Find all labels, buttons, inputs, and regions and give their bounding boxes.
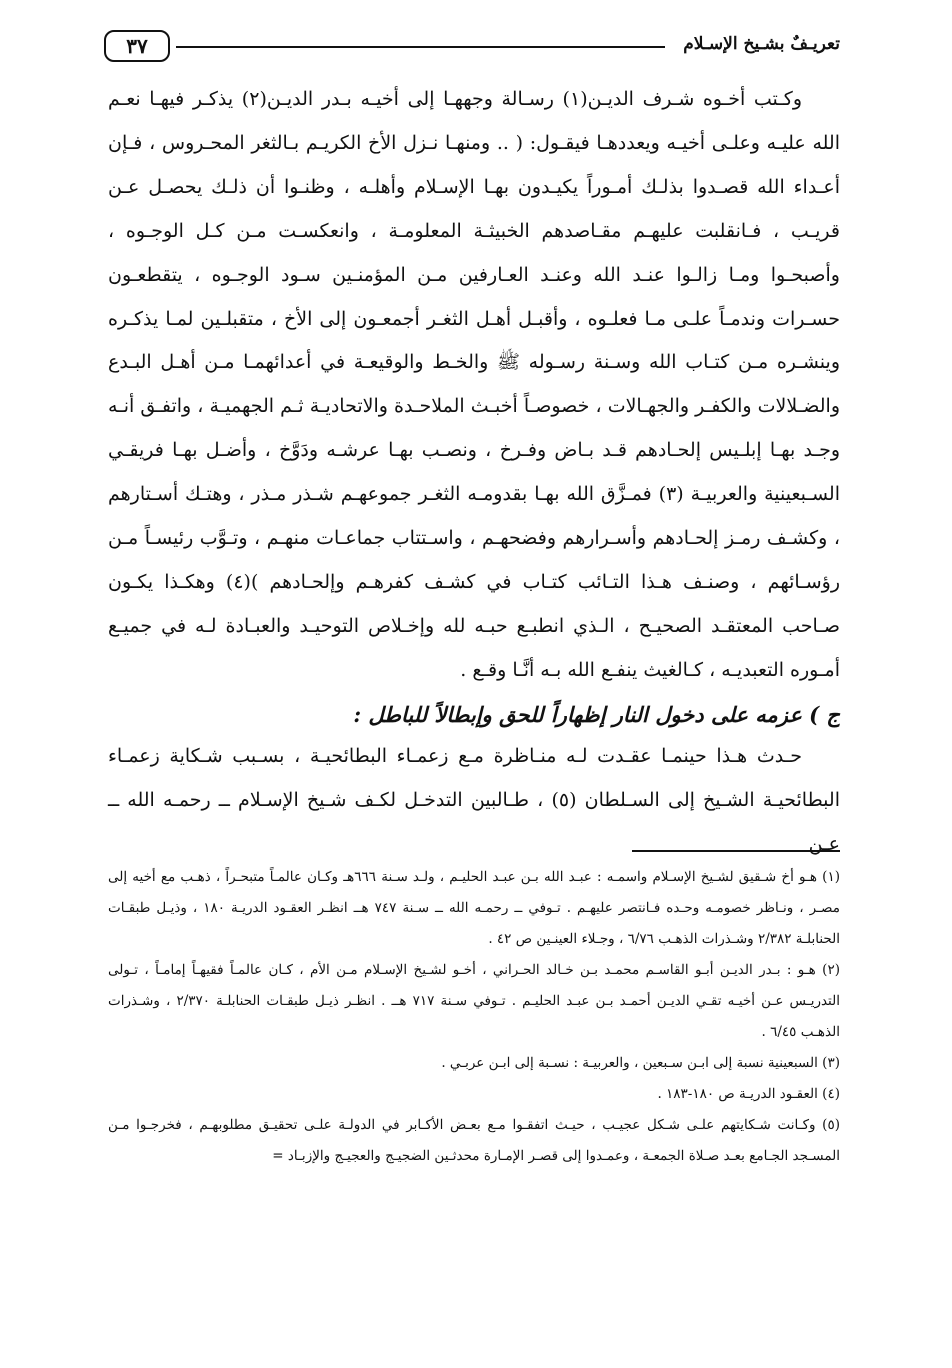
running-title: تعريـفٌ بشـيخ الإسـلام: [683, 34, 840, 54]
running-header: [104, 30, 840, 70]
section-heading: ج ) عزمه على دخول النار إظهاراً للحق وإبطالاً للباطل :: [353, 701, 840, 727]
footnote-5: (٥) وكـانت شـكايتهم علـى شـكل عجيـب ، حيـث اتفقـوا مـع بعـض الأكـابر في الدولـة علـى تحقيـق مطلوبهـم ، فخرجـوا مـن المسـجد الجـامع بعـد صـلاة الجمعـة ، وعمـدوا إلى قصـر الإمـارة محدثـين الضجيـج والعجيـج والإزبـاد =: [108, 1117, 840, 1164]
footnote-separator: [632, 850, 840, 852]
main-text: [108, 78, 840, 866]
footnote-3: (٣) السبعينية نسبة إلى ابـن سـبعين ، والعربيـة : نسـبة إلى ابـن عربـي .: [441, 1055, 840, 1071]
paragraph-1: وكـتب أخـوه شـرف الديـن(١) رسـالة وجههـا إلى أخيـه بـدر الديـن(٢) يذكـر فيهـا نعـم الله عليـه وعلـى أخيـه ويعددهـا فيقـول: ( .. ومنهـا نـزل الأخ الكريـم بـالثغر المحـروس ، فـإن أعـداء الله قصـدوا بذلـك أمـوراً يكيـدون بهـا الإسـلام وأهلـه ، وظنـوا أن ذلـك يحصـل عـن قريـب ، فـانقلبت عليهـم مقـاصدهم الخبيثـة المعلومـة ، وانعكسـت مـن كـل الوجـوه ، وأصبحـوا ومـا زالـوا عنـد الله وعنـد العـارفين مـن المؤمنـين سـود الوجـوه ، يتقطعـون حسـرات وندمـاً علـى مـا فعلـوه ، وأقبـل أهـل الثغـر أجمعـون إلى الأخ ، متقبلـين لمـا يذكـره وينشـره مـن كتـاب الله وسـنة رسـوله ﷺ والخـط والوقيعـة في أعدائهمـا مـن أهـل البـدع والضـلالات والكفـر والجهـالات ، خصوصـاً أخبـث الملاحـدة والاتحاديـة ثـم الجهميـة ، واتفـق أنـه وجـد بهـا إبلـيس إلحـادهم قـد بـاض وفـرخ ، ونصـب بهـا عرشـه ودَوَّخ ، وأضـل بهـا فريقـي السـبعينية والعربيـة (٣) فمـزَّق الله بهـا بقدومـه الثغـر جموعهـم شـذر مـذر ، وهتـك أسـتارهم ، وكشـف رمـز إلحـادهم وأسـرارهم وفضحهـم ، واسـتتاب جماعـات منهـم ، وتـوَّب رئيسـاً مـن رؤسـائهم ، وصنـف هـذا التـائب كتـاب في كشـف كفرهـم وإلحـادهم )(٤) وهكـذا يكـون صـاحب المعتقـد الصحيـح ، الـذي انطبـع حبـه لله وإخـلاص التوحيـد والعبـادة لـه في جميـع أمـوره التعبديـه ، كـالغيث ينفـع الله بـه أنَّـا وقـع .: [108, 88, 840, 681]
footnote-2: (٢) هـو : بـدر الديـن أبـو القاسـم محمـد بـن خـالد الحـراني ، أخـو لشـيخ الإسـلام مـن الأم ، كـان عالمـاً فقيهـاً إمامـاً ، تـولى التدريـس عـن أخيـه تقـي الديـن أحمـد بـن عبـد الحليـم . تـوفي سـنة ٧١٧ هــ . انظـر ذيـل طبقـات الحنابلـة ٢/٣٧٠ ، وشـذرات الذهـب ٦/٤٥ .: [108, 962, 840, 1040]
footnotes: [108, 862, 840, 1172]
header-rule: [176, 46, 665, 48]
footnote-1: (١) هـو أخ شـقيق لشـيخ الإسـلام واسمـه : عبـد الله بـن عبـد الحليـم ، ولـد سـنة ٦٦٦هـ وكـان عالمـاً متبحـراً ، ذهـب مع أخيه إلى مصـر ، ونـاظر خصومـه وحـده فـانتصر عليهـم . تـوفي ــ رحمـه الله ــ سـنة ٧٤٧ هــ انظـر العقـود الدريـة ١٨٠ ، وذيـل طبقـات الحنابلـة ٢/٣٨٢ وشـذرات الذهـب ٦/٧٦ ، وجـلاء العينـين ص ٤٢ .: [108, 869, 840, 947]
footnote-4: (٤) العقـود الدريـة ص ١٨٠-١٨٣ .: [657, 1086, 840, 1102]
paragraph-2: حـدث هـذا حينمـا عقـدت لـه منـاظرة مـع زعمـاء البطائحيـة ، بسـبب شـكاية زعمـاء البطائحيـة الشـيخ إلى السـلطان (٥) ، طـالبين التدخـل لكـف شـيخ الإسـلام ــ رحمـه الله ــ عـن: [108, 744, 840, 855]
page-number: ٣٧: [104, 30, 170, 62]
